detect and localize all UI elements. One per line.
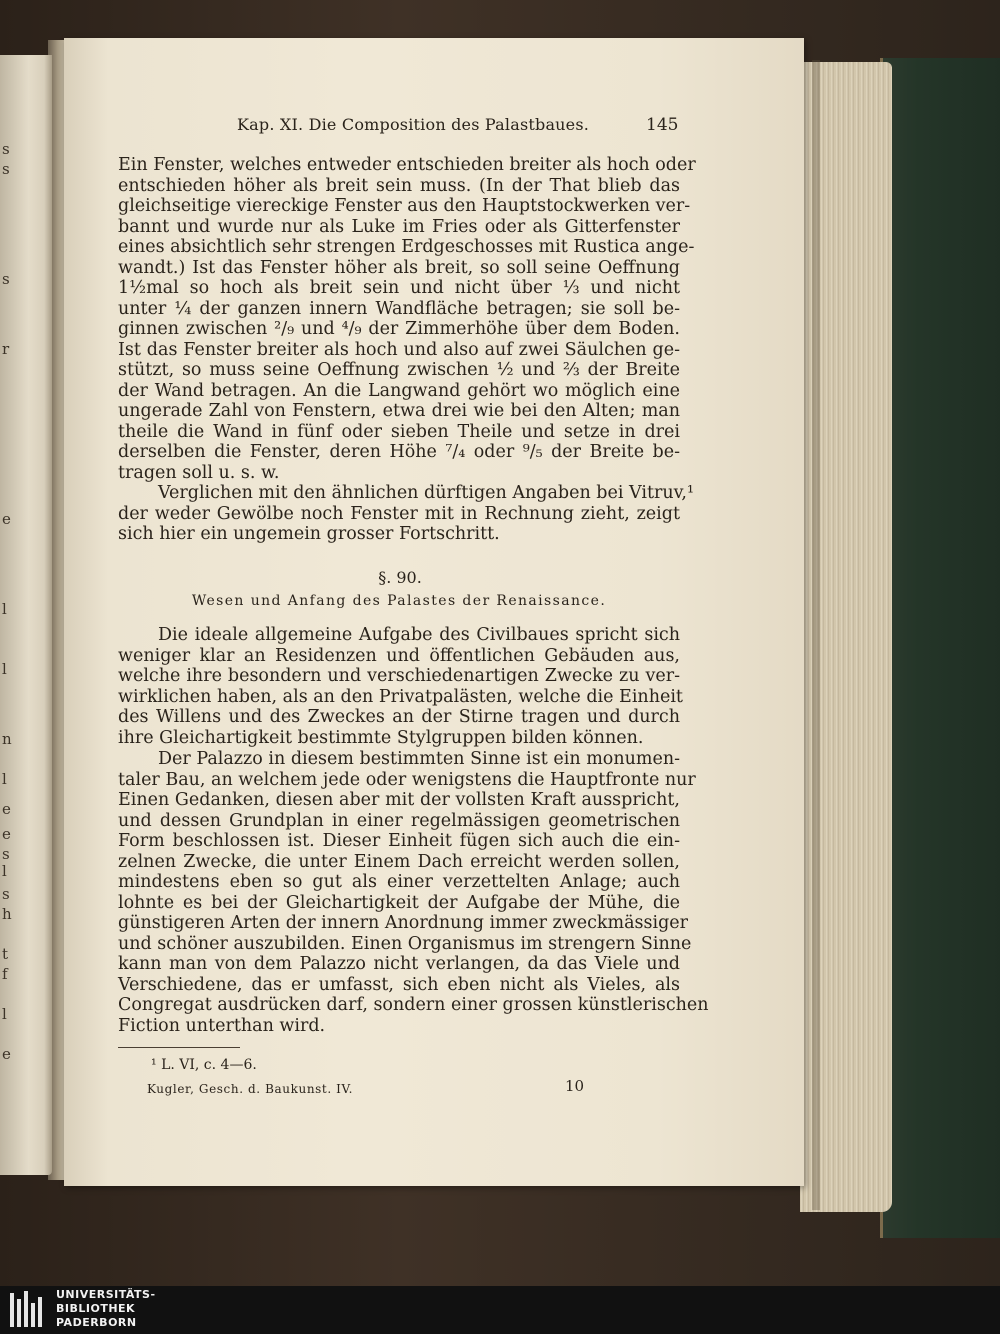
footnote: ¹ L. VI, c. 4—6. <box>151 1057 257 1073</box>
text-line: zelnen Zwecke, die unter Einem Dach erreicht werden sollen, <box>118 851 680 872</box>
text-line: ihre Gleichartigkeit bestimmte Stylgruppen bilden können. <box>118 727 644 748</box>
text-line: Fiction unterthan wird. <box>118 1015 326 1036</box>
left-page-fragment: s <box>2 160 10 178</box>
library-logo-icon <box>8 1289 48 1331</box>
text-line: mindestens eben so gut als einer verzettelten Anlage; auch <box>118 872 680 892</box>
left-page-fragment: r <box>2 340 10 358</box>
printer-signature: Kugler, Gesch. d. Baukunst. IV. <box>147 1082 354 1096</box>
text-line: Congregat ausdrücken darf, sondern einer grossen künstlerischen <box>118 995 709 1015</box>
left-page-fragment: l <box>2 770 7 788</box>
text-line: Form beschlossen ist. Dieser Einheit fügen sich auch die ein- <box>118 831 680 851</box>
text-line: des Willens und des Zweckes an der Stirne tragen und durch <box>118 707 680 727</box>
text-line: taler Bau, an welchem jede oder wenigstens die Hauptfronte nur <box>118 769 696 790</box>
left-page-fragment: e <box>2 510 11 528</box>
text-line: der Wand betragen. An die Langwand gehört wo möglich eine <box>118 380 680 401</box>
left-page-fragment: s <box>2 885 10 903</box>
left-page-fragment: s <box>2 270 10 288</box>
text-line: wirklichen haben, als an den Privatpalästen, welche die Einheit <box>118 686 683 707</box>
text-line: lohnte es bei der Gleichartigkeit der Aufgabe der Mühe, die <box>118 892 680 913</box>
text-line: welche ihre besondern und verschiedenartigen Zwecke zu ver- <box>118 666 680 686</box>
book-cover <box>880 58 1000 1238</box>
text-line: weniger klar an Residenzen und öffentlichen Gebäuden aus, <box>118 645 680 666</box>
left-page-fragment: e <box>2 1045 11 1063</box>
text-line: stützt, so muss seine Oeffnung zwischen ½ und ⅔ der Breite <box>118 360 680 380</box>
left-page-fragment: l <box>2 1005 7 1023</box>
text-line: ginnen zwischen ²/₉ und ⁴/₉ der Zimmerhöhe über dem Boden. <box>118 319 680 339</box>
section-number: §. 90. <box>378 568 422 587</box>
left-page-fragment: l <box>2 600 7 618</box>
left-page <box>0 55 52 1175</box>
text-line: theile die Wand in fünf oder sieben Theile und setze in drei <box>118 421 680 442</box>
footnote-rule <box>118 1047 240 1048</box>
text-line: unter ¼ der ganzen innern Wandfläche betragen; sie soll be- <box>118 298 680 319</box>
left-page-fragment: s <box>2 140 10 158</box>
section-title: Wesen und Anfang des Palastes der Renaissance. <box>191 593 607 609</box>
text-line: wandt.) Ist das Fenster höher als breit, so soll seine Oeffnung <box>118 257 680 278</box>
library-name-line-1: UNIVERSITÄTS- <box>56 1288 156 1301</box>
left-page-fragment: e <box>2 825 11 843</box>
text-line: derselben die Fenster, deren Höhe ⁷/₄ oder ⁹/₅ der Breite be- <box>118 442 680 462</box>
text-line: 1½mal so hoch als breit sein und nicht über ⅓ und nicht <box>118 278 680 298</box>
left-page-fragment: h <box>2 905 12 923</box>
text-line: Der Palazzo in diesem bestimmten Sinne ist ein monumen- <box>158 749 680 769</box>
text-line: sich hier ein ungemein grosser Fortschritt. <box>118 524 500 544</box>
text-line: kann man von dem Palazzo nicht verlangen, da das Viele und <box>118 954 680 974</box>
text-line: eines absichtlich sehr strengen Erdgeschosses mit Rustica ange- <box>118 237 695 257</box>
paragraph-2 <box>118 483 694 545</box>
paragraph-1 <box>118 155 696 483</box>
text-line: und schöner auszubilden. Einen Organismus im strengern Sinne <box>118 933 692 954</box>
left-page-fragment: l <box>2 862 7 880</box>
text-line: Ist das Fenster breiter als hoch und also auf zwei Säulchen ge- <box>118 339 680 360</box>
text-line: Ein Fenster, welches entweder entschieden breiter als hoch oder <box>118 155 696 175</box>
text-line: und dessen Grundplan in einer regelmässigen geometrischen <box>118 810 680 831</box>
left-page-fragment: n <box>2 730 12 748</box>
left-page-fragment: f <box>2 965 8 983</box>
text-line: günstigeren Arten der innern Anordnung immer zweckmässiger <box>118 913 689 933</box>
text-line: der weder Gewölbe noch Fenster mit in Rechnung zieht, zeigt <box>118 503 680 524</box>
page-shadow <box>812 60 820 1210</box>
text-line: Die ideale allgemeine Aufgabe des Civilbaues spricht sich <box>158 625 680 645</box>
left-page-fragment: t <box>2 945 9 963</box>
text-line: Verglichen mit den ähnlichen dürftigen Angaben bei Vitruv,¹ <box>158 483 694 503</box>
running-title: Kap. XI. Die Composition des Palastbaues. <box>237 115 590 134</box>
left-page-fragment: l <box>2 660 7 678</box>
signature-number: 10 <box>565 1077 585 1095</box>
paragraph-3 <box>118 625 683 748</box>
text-line: ungerade Zahl von Fenstern, etwa drei wie bei den Alten; man <box>118 401 680 421</box>
text-line: Einen Gedanken, diesen aber mit der vollsten Kraft ausspricht, <box>118 790 680 810</box>
library-name-line-3: PADERBORN <box>56 1316 137 1329</box>
text-line: tragen soll u. s. w. <box>118 462 280 483</box>
library-name-line-2: BIBLIOTHEK <box>56 1302 136 1315</box>
left-page-fragment: s <box>2 845 10 863</box>
text-line: Verschiedene, das er umfasst, sich eben nicht als Vieles, als <box>118 974 680 995</box>
text-line: gleichseitige viereckige Fenster aus den Hauptstockwerken ver- <box>118 196 691 216</box>
left-page-fragment: e <box>2 800 11 818</box>
paragraph-4 <box>118 749 709 1036</box>
page-number: 145 <box>646 115 679 135</box>
text-line: bannt und wurde nur als Luke im Fries oder als Gitterfenster <box>118 216 680 237</box>
text-line: entschieden höher als breit sein muss. (In der That blieb das <box>118 175 680 196</box>
